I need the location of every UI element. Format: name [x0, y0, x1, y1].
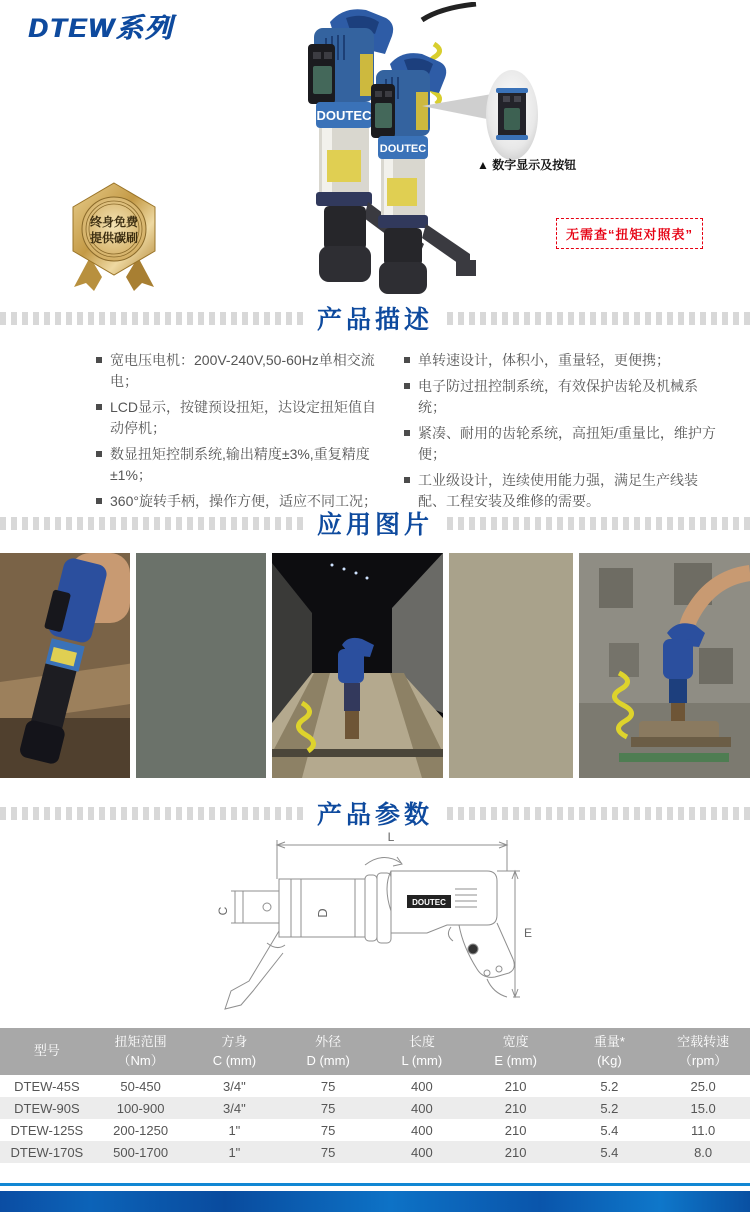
- feature-item: 宽电压电机：200V-240V,50-60Hz单相交流电；: [95, 350, 387, 392]
- spec-table-body: [0, 1075, 750, 1163]
- application-color-panel-1: [136, 553, 266, 778]
- table-row: [0, 1141, 750, 1163]
- cell-square-drive: 1": [228, 1122, 241, 1138]
- cell-speed: 15.0: [690, 1100, 716, 1116]
- cell-width: 210: [504, 1100, 527, 1116]
- cell-outer-diameter: 75: [320, 1078, 336, 1094]
- cell-model: DTEW-90S: [14, 1100, 80, 1116]
- no-lookup-table-note: 无需查“扭矩对照表”: [556, 218, 703, 249]
- cell-length: 400: [411, 1122, 433, 1138]
- cell-weight: 5.4: [600, 1122, 619, 1138]
- callout-label: ▲ 数字显示及按钮: [477, 158, 577, 172]
- column-header: 空载转速 （rpm）: [677, 1033, 730, 1068]
- cell-square-drive: 3/4": [223, 1078, 246, 1094]
- section-header-description: [0, 299, 750, 337]
- section-title: 产品描述: [317, 306, 434, 334]
- section-header-applications: [0, 504, 750, 542]
- column-header: 外径 D (mm): [306, 1033, 350, 1068]
- cell-weight: 5.2: [600, 1100, 619, 1116]
- cell-speed: 8.0: [694, 1144, 713, 1160]
- application-photo-3: [579, 553, 750, 778]
- column-header: 重量* (Kg): [593, 1033, 625, 1068]
- application-color-panel-2: [449, 553, 573, 778]
- application-image-strip: [0, 553, 750, 778]
- lifetime-warranty-badge: [50, 181, 178, 293]
- cell-model: DTEW-45S: [14, 1078, 80, 1094]
- column-header: 宽度 E (mm): [494, 1033, 537, 1068]
- column-header: 扭矩范围 （Nm）: [114, 1033, 167, 1068]
- dimension-diagram: [215, 831, 535, 1027]
- svg-text:DOUTEC: DOUTEC: [316, 108, 372, 123]
- feature-list-left: [95, 350, 387, 517]
- spec-table: [0, 1028, 750, 1163]
- cell-width: 210: [504, 1122, 527, 1138]
- cell-outer-diameter: 75: [320, 1122, 336, 1138]
- column-header: 型号: [33, 1043, 60, 1059]
- badge-text-line2: 提供碳刷: [89, 231, 139, 245]
- column-header: 方身 C (mm): [212, 1033, 257, 1068]
- cell-width: 210: [504, 1144, 527, 1160]
- cell-speed: 11.0: [690, 1122, 716, 1138]
- footer-accent-line: [0, 1183, 750, 1186]
- cell-width: 210: [504, 1078, 527, 1094]
- cell-square-drive: 1": [228, 1144, 241, 1160]
- dim-C: C: [216, 906, 230, 916]
- dotted-divider: [447, 807, 750, 820]
- feature-item: 单转速设计，体积小，重量轻，更便携；: [403, 350, 717, 371]
- feature-item: 工业级设计，连续使用能力强，满足生产线装配、工程安装及维修的需要。: [403, 470, 717, 512]
- cell-torque-range: 100-900: [116, 1100, 165, 1116]
- feature-item: 360°旋转手柄，操作方便，适应不同工况；: [95, 491, 387, 512]
- application-photo-2: [272, 553, 443, 778]
- feature-item: 电子防过扭控制系统，有效保护齿轮及机械系统；: [403, 376, 717, 418]
- cell-length: 400: [411, 1144, 433, 1160]
- feature-list-right: [403, 350, 717, 517]
- feature-item: LCD显示，按键预设扭矩，达设定扭矩值自动停机；: [95, 397, 387, 439]
- cell-outer-diameter: 75: [320, 1144, 336, 1160]
- footer-bar: [0, 1191, 750, 1212]
- dotted-divider: [0, 312, 303, 325]
- page-title: DTEW系列: [28, 13, 174, 43]
- cell-model: DTEW-170S: [10, 1144, 84, 1160]
- svg-text:DOUTEC: DOUTEC: [379, 143, 427, 155]
- cell-length: 400: [411, 1100, 433, 1116]
- cell-speed: 25.0: [690, 1078, 716, 1094]
- table-row: [0, 1119, 750, 1141]
- cell-length: 400: [411, 1078, 433, 1094]
- feature-item: 数显扭矩控制系统,输出精度±3%,重复精度±1%；: [95, 444, 387, 486]
- application-photo-1: [0, 553, 130, 778]
- spec-table-header: [0, 1028, 750, 1075]
- feature-item: 紧凑、耐用的齿轮系统，高扭矩/重量比，维护方便；: [403, 423, 717, 465]
- section-title: 应用图片: [317, 511, 434, 539]
- cell-outer-diameter: 75: [320, 1100, 336, 1116]
- display-zoom-callout: [408, 62, 548, 168]
- dotted-divider: [447, 517, 750, 530]
- badge-text-line1: 终身免费: [89, 215, 139, 229]
- diagram-brand: DOUTEC: [412, 898, 446, 907]
- cell-square-drive: 3/4": [223, 1100, 246, 1116]
- table-row: [0, 1075, 750, 1097]
- cell-torque-range: 50-450: [120, 1078, 161, 1094]
- cell-weight: 5.4: [600, 1144, 619, 1160]
- dim-D: D: [315, 908, 330, 918]
- cell-model: DTEW-125S: [10, 1122, 84, 1138]
- column-header: 长度 L (mm): [401, 1033, 443, 1068]
- dotted-divider: [447, 312, 750, 325]
- cell-weight: 5.2: [600, 1078, 619, 1094]
- dotted-divider: [0, 807, 303, 820]
- section-header-parameters: [0, 794, 750, 832]
- cell-torque-range: 500-1700: [113, 1144, 169, 1160]
- digital-display-icon: [496, 88, 528, 140]
- cell-torque-range: 200-1250: [113, 1122, 169, 1138]
- dim-L: L: [387, 831, 395, 844]
- dotted-divider: [0, 517, 303, 530]
- table-row: [0, 1097, 750, 1119]
- callout-pointer: [422, 94, 492, 120]
- section-title: 产品参数: [317, 801, 434, 829]
- dim-E: E: [523, 926, 533, 940]
